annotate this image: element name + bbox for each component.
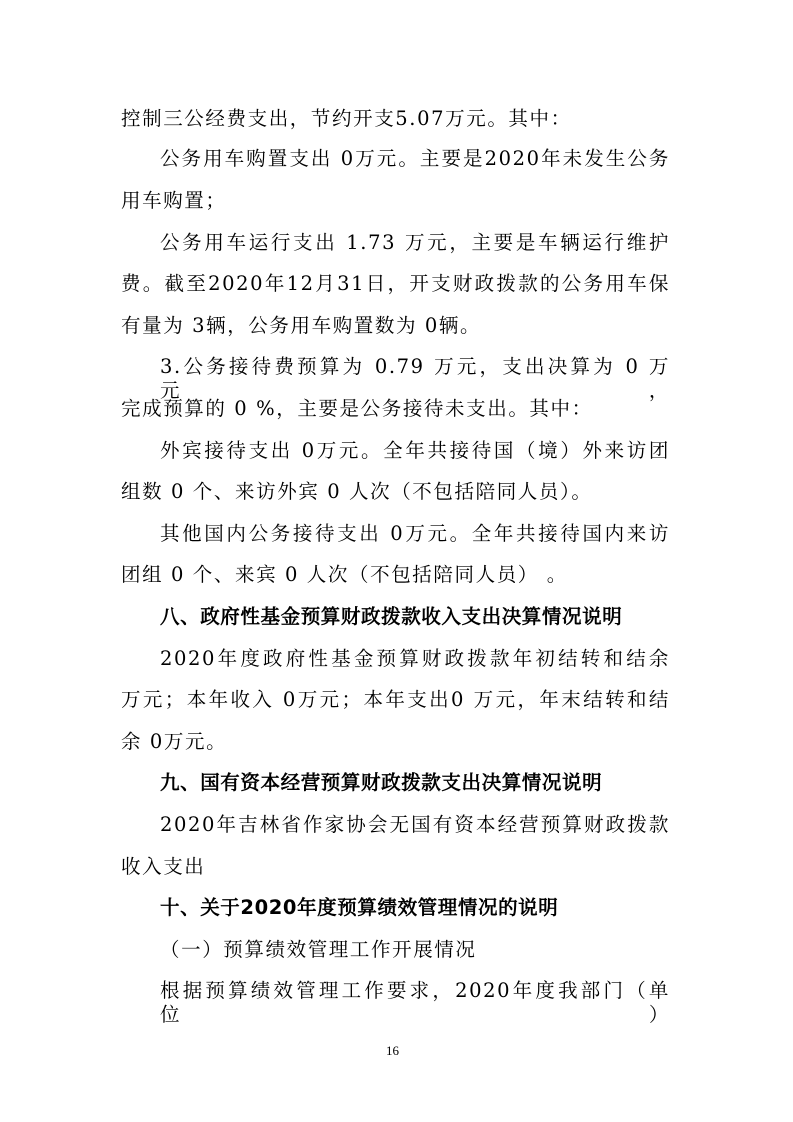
body-line: 其他国内公务接待支出 0万元。全年共接待国内来访 [160, 522, 670, 545]
subsection-heading: （一）预算绩效管理工作开展情况 [160, 938, 477, 961]
body-line: 费。截至2020年12月31日，开支财政拨款的公务用车保 [121, 272, 670, 295]
body-line: 2020年度政府性基金预算财政拨款年初结转和结余 [160, 647, 670, 670]
body-line: 3.公务接待费预算为 0.79 万元，支出决算为 0 万元， [160, 355, 670, 402]
section-heading-9: 九、国有资本经营预算财政拨款支出决算情况说明 [160, 771, 603, 794]
section-heading-10: 十、关于2020年度预算绩效管理情况的说明 [160, 896, 559, 919]
body-line: 控制三公经费支出，节约开支5.07万元。其中： [121, 107, 572, 130]
body-line: 收入支出 [121, 855, 206, 878]
body-line: 2020年吉林省作家协会无国有资本经营预算财政拨款 [160, 813, 670, 836]
page-number: 16 [386, 1043, 399, 1058]
body-line: 公务用车运行支出 1.73 万元，主要是车辆运行维护 [160, 231, 670, 254]
body-line: 根据预算绩效管理工作要求，2020年度我部门（单位） [160, 979, 670, 1026]
body-line: 用车购置； [121, 189, 227, 212]
body-line: 有量为 3辆，公务用车购置数为 0辆。 [121, 314, 482, 337]
body-line: 公务用车购置支出 0万元。主要是2020年未发生公务 [160, 147, 670, 170]
body-line: 组数 0 个、来访外宾 0 人次（不包括陪同人员）。 [121, 480, 593, 503]
body-line: 外宾接待支出 0万元。全年共接待国（境）外来访团 [160, 439, 670, 462]
body-line: 完成预算的 0 %，主要是公务接待未支出。其中： [121, 397, 593, 420]
body-line: 余 0万元。 [121, 730, 228, 753]
body-line: 团组 0 个、来宾 0 人次（不包括陪同人员） 。 [121, 563, 568, 586]
section-heading-8: 八、政府性基金预算财政拨款收入支出决算情况说明 [160, 605, 623, 628]
body-line: 万元；本年收入 0万元；本年支出0 万元，年末结转和结 [121, 688, 670, 711]
